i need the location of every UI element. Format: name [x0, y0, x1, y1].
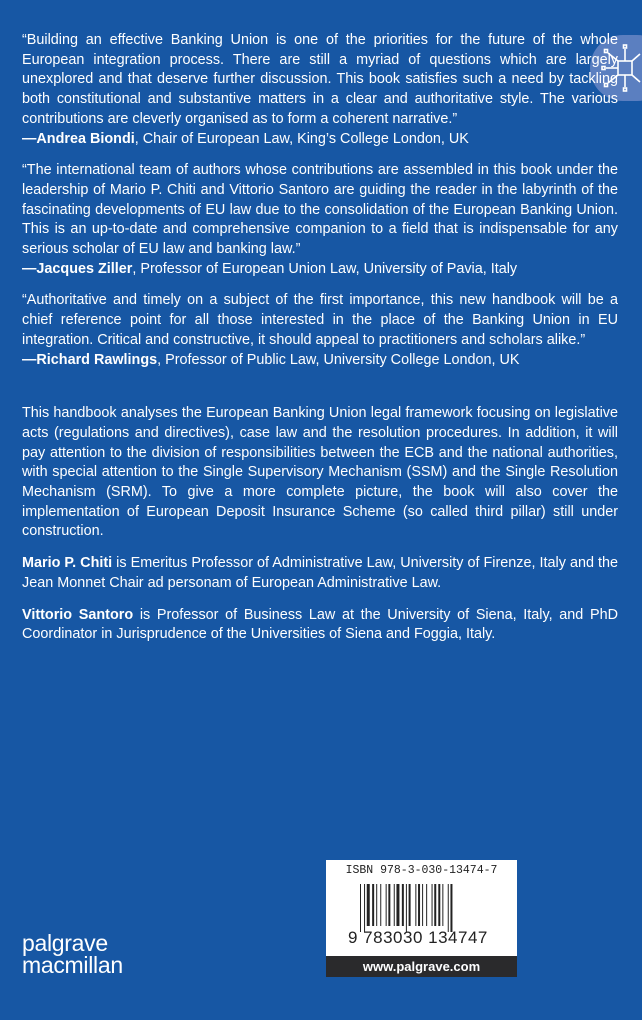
author-bio-text: is Professor of Business Law at the University of Siena, Italy, and PhD Coordinator in Jurisprudence of the Universities of Siena and Foggia, Italy. — [22, 606, 618, 643]
quote-attribution — [22, 130, 618, 150]
barcode-bar — [396, 884, 399, 926]
barcode-bar — [442, 884, 443, 926]
barcode-bar — [367, 884, 370, 926]
publisher-logo-line1: palgrave — [22, 930, 108, 956]
barcode-bar — [418, 884, 420, 926]
review-quote — [22, 161, 618, 279]
publisher-logo-line2: macmillan — [22, 952, 123, 978]
barcode-bar — [448, 884, 449, 932]
isbn-barcode — [326, 860, 517, 977]
isbn-text: ISBN 978-3-030-13474-7 — [345, 864, 498, 877]
barcode-bar — [388, 884, 390, 926]
barcode-bar — [406, 884, 407, 932]
barcode-digits: 9 783030 134747 — [348, 928, 488, 947]
author-name: Mario P. Chiti — [22, 555, 113, 572]
barcode-bar — [402, 884, 404, 926]
author-bio — [22, 606, 618, 645]
quote-text: “Building an effective Banking Union is one of the priorities for the future of the whole European integration process. There are still a myriad of questions which are largely unexplored and that deserve further discussion. This book satisfies such a need by tackling both constitutional and substantive matters in a clear and authoritative style. The various contributions are cleverly organised as to form a coherent narrative.” — [22, 32, 618, 127]
quote-author: —Richard Rawlings — [22, 351, 158, 368]
review-quote — [22, 31, 618, 149]
quote-affiliation: , Professor of European Union Law, University of Pavia, Italy — [132, 260, 518, 277]
book-description: This handbook analyses the European Banking Union legal framework focusing on legislative acts (regulations and directives), case law and the resolution procedures. In addition, it will pay attention to the division of responsibilities between the ECB and the national authorities, with special attention to the Single Supervisory Mechanism (SSM) and the Single Resolution Mechanism (SRM). To give a more complete picture, the book will also cover the implementation of European Deposit Insurance Scheme (so called third pillar) still under construction. — [22, 405, 618, 540]
barcode-bar — [386, 884, 387, 926]
quote-text: “The international team of authors whose contributions are assembled in this book under the leadership of Mario P. Chiti and Vittorio Santoro are guiding the reader in the labyrinth of the fascinating developments of EU law due to the consolidation of the European Banking Union. This is an up-to-date and comprehensive companion to a field that is indispensable for any serious scholar of EU law and banking law.” — [22, 162, 618, 258]
barcode-bar — [409, 884, 411, 926]
barcode-bar — [372, 884, 374, 926]
author-name: Vittorio Santoro — [22, 606, 134, 623]
barcode-bar — [380, 884, 381, 926]
quote-author: —Jacques Ziller — [22, 260, 133, 277]
barcode-bar — [364, 884, 365, 932]
author-bio-text: is Emeritus Professor of Administrative Law, University of Firenze, Italy and the Jean Monnet Chair ad personam of European Administrative Law. — [22, 555, 618, 591]
quote-text: “Authoritative and timely on a subject of the first importance, this new handbook will be a chief reference point for all those interested in the place of the Banking Union in EU integration. Critical and constructive, it should appeal to practitioners and scholars alike.” — [22, 292, 618, 348]
barcode-bar — [394, 884, 395, 926]
publisher-logo — [22, 932, 123, 976]
barcode-bar — [432, 884, 433, 926]
back-cover-text — [22, 31, 618, 657]
barcode-bar — [450, 884, 452, 932]
review-quote — [22, 291, 618, 370]
quote-affiliation: , Chair of European Law, King’s College London, UK — [134, 130, 469, 147]
barcode-bar — [415, 884, 416, 926]
quote-attribution — [22, 351, 618, 371]
barcode-bar — [422, 884, 423, 926]
barcode-bar — [376, 884, 377, 926]
barcode-bar — [438, 884, 440, 926]
quote-author: —Andrea Biondi — [22, 130, 135, 147]
quote-attribution — [22, 260, 618, 280]
barcode-bars — [360, 884, 485, 932]
quote-affiliation: , Professor of Public Law, University College London, UK — [157, 351, 520, 368]
barcode-bar — [426, 884, 427, 926]
author-bio — [22, 554, 618, 593]
barcode-bar — [360, 884, 361, 932]
barcode-bar — [434, 884, 436, 926]
publisher-url: www.palgrave.com — [326, 956, 517, 977]
